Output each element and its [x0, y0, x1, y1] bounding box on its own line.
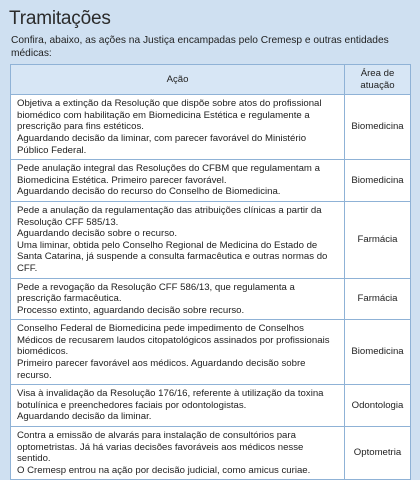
table-row: [11, 427, 411, 480]
acao-line: Uma liminar, obtida pelo Conselho Regional de Medicina do Estado de Santa Catarina, já suspende a consulta farmacêutica e outras normas do CFF.: [17, 239, 328, 274]
acao-cell: [11, 201, 345, 278]
table-header-row: [11, 65, 411, 95]
acao-line: Aguardando decisão da liminar, com parecer favorável do Ministério Público Federal.: [17, 132, 307, 156]
area-cell: Biomedicina: [345, 320, 411, 385]
acao-line: Pede a anulação da regulamentação das atribuições clínicas a partir da Resolução CFF 585/13.: [17, 204, 322, 228]
intro-text: Confira, abaixo, as ações na Justiça encampadas pelo Cremesp e outras entidades médicas:: [11, 35, 389, 59]
acao-cell: [11, 385, 345, 427]
header-acao: Ação: [11, 65, 345, 95]
acao-cell: [11, 160, 345, 202]
acao-line: Pede a revogação da Resolução CFF 586/13, que regulamenta a prescrição farmacêutica.: [17, 281, 295, 305]
area-cell: Odontologia: [345, 385, 411, 427]
area-cell: Biomedicina: [345, 95, 411, 160]
page-title: Tramitações: [9, 8, 111, 29]
table-row: [11, 385, 411, 427]
actions-table: [10, 64, 411, 480]
acao-line: O Cremesp entrou na ação por decisão judicial, como amicus curiae.: [17, 464, 311, 476]
acao-line: Conselho Federal de Biomedicina pede impedimento de Conselhos Médicos de recusarem laudos citopatológicos assinados por profissionais biomédicos.: [17, 323, 330, 358]
acao-cell: [11, 320, 345, 385]
area-cell: Optometria: [345, 427, 411, 480]
acao-line: Primeiro parecer favorável aos médicos. Aguardando decisão sobre recurso.: [17, 358, 306, 381]
acao-line: Aguardando decisão sobre o recurso.: [17, 228, 177, 240]
acao-line: Contra a emissão de alvarás para instalação de consultórios para optometristas. Já há varias decisões favoráveis aos médicos nesse sentido.: [17, 430, 304, 465]
area-cell: Farmácia: [345, 201, 411, 278]
acao-line: Pede anulação integral das Resoluções do CFBM que regulamentam a Biomedicina Estética. Primeiro parecer favorável.: [17, 163, 320, 186]
table-row: [11, 95, 411, 160]
table-row: [11, 278, 411, 320]
acao-line: Objetiva a extinção da Resolução que dispõe sobre atos do profissional biomédico com habilitação em Biomedicina Estética e regulamente a prescrição para fins estéticos.: [17, 98, 322, 133]
area-cell: Farmácia: [345, 278, 411, 320]
table-row: [11, 201, 411, 278]
acao-cell: [11, 427, 345, 480]
acao-cell: [11, 278, 345, 320]
acao-line: Processo extinto, aguardando decisão sobre recurso.: [17, 304, 245, 316]
acao-cell: [11, 95, 345, 160]
area-cell: Biomedicina: [345, 160, 411, 202]
header-area: Área de atuação: [345, 65, 411, 95]
acao-line: Visa à invalidação da Resolução 176/16, referente à utilização da toxina botulínica e preenchedores faciais por odontologistas.: [17, 388, 324, 411]
table-row: [11, 320, 411, 385]
acao-line: Aguardando decisão da liminar.: [17, 411, 152, 423]
acao-line: Aguardando decisão do recurso do Conselho de Biomedicina.: [17, 186, 281, 198]
table-row: [11, 160, 411, 202]
